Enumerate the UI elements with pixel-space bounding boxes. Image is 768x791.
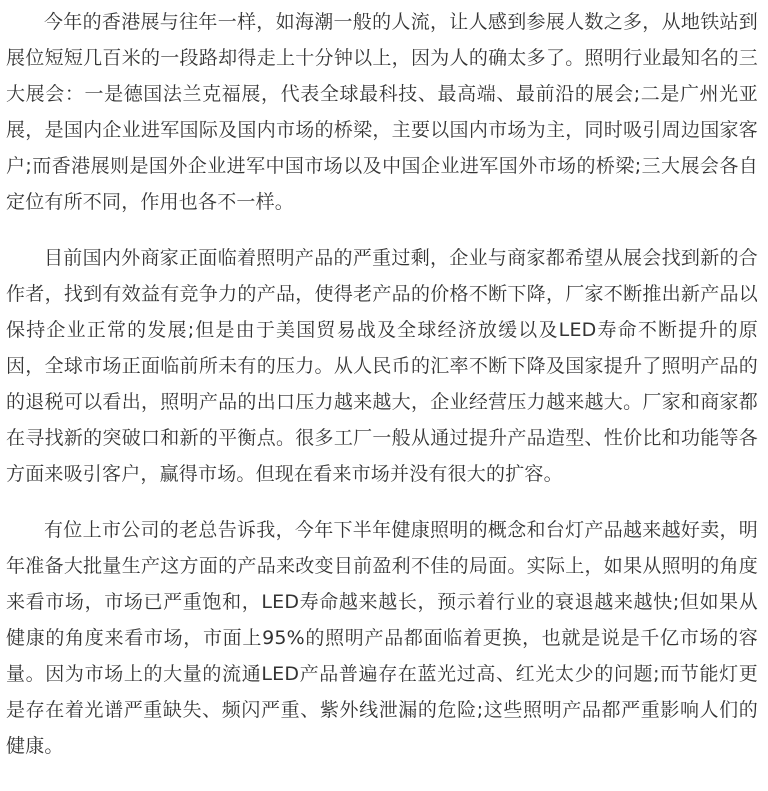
article-paragraph-3: 有位上市公司的老总告诉我，今年下半年健康照明的概念和台灯产品越来越好卖，明年准备大批量生产这方面的产品来改变目前盈利不佳的局面。实际上，如果从照明的角度来看市场，市场已严重饱和，LED寿命越来越长，预示着行业的衰退越来越快;但如果从健康的角度来看市场，市面上95%的照明产品都面临着更换，也就是说是千亿市场的容量。因为市场上的大量的流通LED产品普遍存在蓝光过高、红光太少的问题;而节能灯更是存在着光谱严重缺失、频闪严重、紫外线泄漏的危险;这些照明产品都严重影响人们的健康。 — [6, 519, 758, 757]
article-paragraph-1: 今年的香港展与往年一样，如海潮一般的人流，让人感到参展人数之多，从地铁站到展位短短几百米的一段路却得走上十分钟以上，因为人的确太多了。照明行业最知名的三大展会：一是德国法兰克福展，代表全球最科技、最高端、最前沿的展会;二是广州光亚展，是国内企业进军国际及国内市场的桥梁，主要以国内市场为主，同时吸引周边国家客户;而香港展则是国外企业进军中国市场以及中国企业进军国外市场的桥梁;三大展会各自定位有所不同，作用也各不一样。 — [6, 11, 758, 213]
article-paragraph-2: 目前国内外商家正面临着照明产品的严重过剩，企业与商家都希望从展会找到新的合作者，找到有效益有竞争力的产品，使得老产品的价格不断下降，厂家不断推出新产品以保持企业正常的发展;但是由于美国贸易战及全球经济放缓以及LED寿命不断提升的原因，全球市场正面临前所未有的压力。从人民币的汇率不断下降及国家提升了照明产品的的退税可以看出，照明产品的出口压力越来越大，企业经营压力越来越大。厂家和商家都在寻找新的突破口和新的平衡点。很多工厂一般从通过提升产品造型、性价比和功能等各方面来吸引客户，赢得市场。但现在看来市场并没有很大的扩容。 — [6, 247, 758, 485]
